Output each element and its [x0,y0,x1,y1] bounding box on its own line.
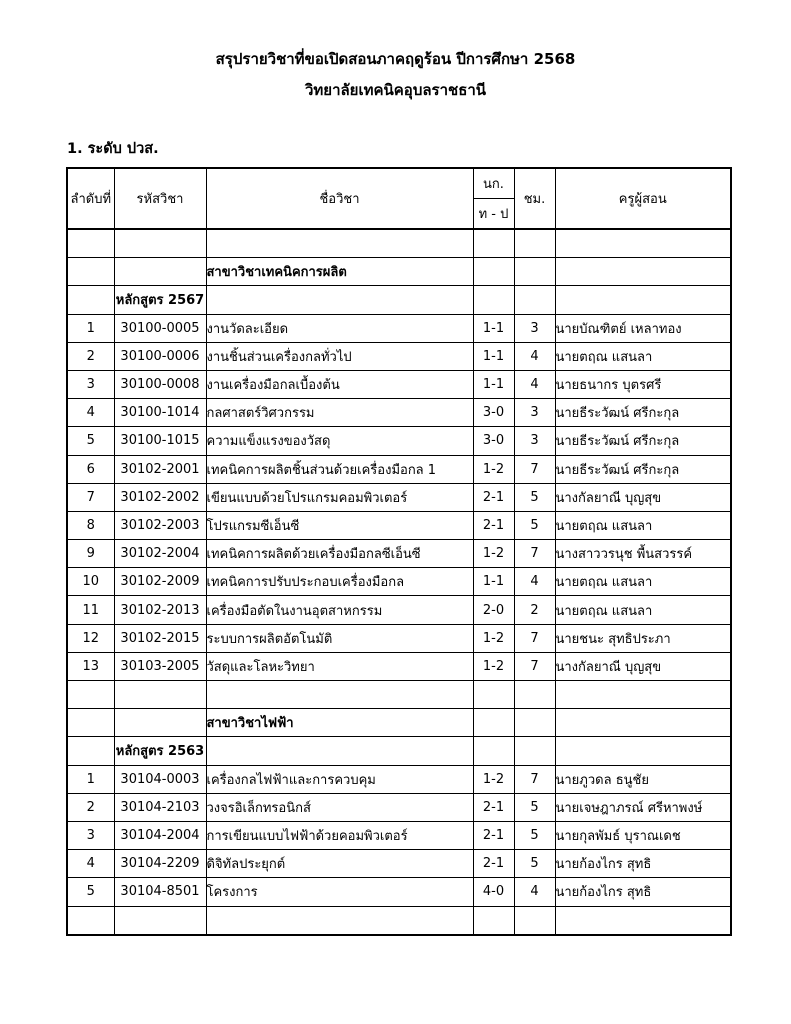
cell-hours: 7 [514,652,555,680]
cell-hours: 5 [514,483,555,511]
cell-no: 5 [67,878,114,906]
header-hours: ชม. [514,168,555,229]
cell-name [206,906,473,935]
cell-name [206,681,473,709]
course-table-header [67,168,731,229]
cell-no [67,258,114,286]
table-row-blank [67,229,731,258]
cell-teacher: นายเจษฎาภรณ์ ศรีหาพงษ์ [555,793,731,821]
cell-teacher [555,737,731,765]
table-row-course [67,370,731,398]
table-row-course [67,568,731,596]
cell-teacher: นายภูวดล ธนูชัย [555,765,731,793]
cell-tp: 1-1 [473,314,514,342]
cell-name: โครงการ [206,878,473,906]
cell-teacher: นายตฤณ แสนลา [555,596,731,624]
cell-code: 30100-0005 [114,314,206,342]
table-row-blank [67,906,731,935]
cell-no: 10 [67,568,114,596]
cell-teacher: นายตฤณ แสนลา [555,342,731,370]
cell-tp: 1-2 [473,652,514,680]
cell-teacher [555,258,731,286]
cell-hours: 4 [514,878,555,906]
cell-code: 30102-2009 [114,568,206,596]
cell-code: 30102-2002 [114,483,206,511]
cell-no [67,286,114,314]
cell-hours: 4 [514,370,555,398]
cell-hours: 4 [514,568,555,596]
cell-name: เทคนิคการผลิตชิ้นส่วนด้วยเครื่องมือกล 1 [206,455,473,483]
cell-teacher [555,709,731,737]
cell-no: 8 [67,511,114,539]
cell-name: วงจรอิเล็กทรอนิกส์ [206,793,473,821]
cell-tp: 2-1 [473,483,514,511]
table-row-course [67,540,731,568]
table-row-blank [67,681,731,709]
cell-tp: 4-0 [473,878,514,906]
cell-name: เทคนิคการผลิตด้วยเครื่องมือกลซีเอ็นซี [206,540,473,568]
document-subtitle: วิทยาลัยเทคนิคอุบลราชธานี [304,81,487,99]
cell-code [114,229,206,258]
cell-tp: 1-1 [473,568,514,596]
table-row-course [67,596,731,624]
cell-tp: 2-1 [473,511,514,539]
cell-hours: 4 [514,342,555,370]
cell-teacher [555,286,731,314]
table-row-course [67,483,731,511]
cell-hours: 5 [514,821,555,849]
cell-tp [473,258,514,286]
cell-code: 30104-0003 [114,765,206,793]
table-row-course [67,821,731,849]
cell-teacher: นางกัลยาณี บุญสุข [555,652,731,680]
cell-tp: 1-2 [473,765,514,793]
table-row-department [67,258,731,286]
cell-tp: 1-2 [473,540,514,568]
cell-teacher: นายก้องไกร สุทธิ [555,878,731,906]
cell-tp [473,286,514,314]
cell-code: 30104-8501 [114,878,206,906]
cell-teacher [555,229,731,258]
cell-no: 6 [67,455,114,483]
cell-code: หลักสูตร 2567 [114,286,206,314]
cell-name: วัสดุและโลหะวิทยา [206,652,473,680]
header-row-top [67,168,731,199]
cell-no: 7 [67,483,114,511]
cell-name: งานชิ้นส่วนเครื่องกลทั่วไป [206,342,473,370]
cell-hours: 7 [514,540,555,568]
cell-code: 30100-0006 [114,342,206,370]
cell-teacher: นายตฤณ แสนลา [555,511,731,539]
cell-name: ดิจิทัลประยุกต์ [206,850,473,878]
table-row-curriculum [67,737,731,765]
cell-code: 30100-1014 [114,399,206,427]
cell-hours [514,737,555,765]
cell-teacher: นางสาววรนุช พื้นสวรรค์ [555,540,731,568]
cell-no: 9 [67,540,114,568]
cell-hours: 7 [514,624,555,652]
cell-hours [514,258,555,286]
cell-name [206,229,473,258]
cell-code: 30104-2004 [114,821,206,849]
cell-name: สาขาวิชาเทคนิคการผลิต [206,258,473,286]
cell-no [67,906,114,935]
header-credits: นก. [473,168,514,199]
cell-code [114,709,206,737]
cell-teacher: นายก้องไกร สุทธิ [555,850,731,878]
cell-no: 2 [67,793,114,821]
cell-hours: 2 [514,596,555,624]
cell-hours [514,709,555,737]
cell-teacher: นายธีระวัฒน์ ศรีกะกุล [555,427,731,455]
cell-hours [514,906,555,935]
cell-hours: 7 [514,765,555,793]
table-row-course [67,399,731,427]
cell-no: 1 [67,765,114,793]
cell-no: 4 [67,399,114,427]
table-row-course [67,511,731,539]
cell-hours: 3 [514,314,555,342]
table-row-course [67,765,731,793]
header-name: ชื่อวิชา [206,168,473,229]
table-row-course [67,652,731,680]
table-row-department [67,709,731,737]
cell-code: 30102-2003 [114,511,206,539]
cell-name: การเขียนแบบไฟฟ้าด้วยคอมพิวเตอร์ [206,821,473,849]
cell-hours: 3 [514,399,555,427]
cell-name: งานวัดละเอียด [206,314,473,342]
cell-name: ความแข็งแรงของวัสดุ [206,427,473,455]
cell-name [206,286,473,314]
course-table-body [67,229,731,935]
cell-hours: 3 [514,427,555,455]
cell-teacher: นายตฤณ แสนลา [555,568,731,596]
cell-no: 3 [67,370,114,398]
cell-tp: 1-2 [473,455,514,483]
cell-tp [473,737,514,765]
cell-no: 11 [67,596,114,624]
cell-tp: 2-1 [473,850,514,878]
cell-teacher: นางกัลยาณี บุญสุข [555,483,731,511]
cell-tp [473,681,514,709]
cell-name: สาขาวิชาไฟฟ้า [206,709,473,737]
cell-code: 30100-0008 [114,370,206,398]
cell-no [67,737,114,765]
cell-teacher: นายกุลพัมธ์ บุราณเดช [555,821,731,849]
cell-no: 13 [67,652,114,680]
cell-code: 30104-2209 [114,850,206,878]
course-table [66,167,732,936]
cell-tp: 3-0 [473,399,514,427]
section-label: 1. ระดับ ปวส. [67,141,159,157]
cell-teacher: นายธนากร บุตรศรี [555,370,731,398]
cell-tp: 1-2 [473,624,514,652]
table-row-course [67,314,731,342]
table-row-course [67,342,731,370]
cell-tp: 2-0 [473,596,514,624]
cell-code [114,258,206,286]
cell-tp: 1-1 [473,370,514,398]
table-row-course [67,850,731,878]
cell-teacher: นายธีระวัฒน์ ศรีกะกุล [555,455,731,483]
header-no: ลำดับที่ [67,168,114,229]
cell-name [206,737,473,765]
cell-tp [473,229,514,258]
table-row-course [67,455,731,483]
table-row-course [67,427,731,455]
cell-hours: 5 [514,511,555,539]
cell-code: 30104-2103 [114,793,206,821]
cell-hours: 5 [514,793,555,821]
cell-no: 3 [67,821,114,849]
header-theory-practice: ท - ป [473,199,514,230]
cell-code: 30102-2013 [114,596,206,624]
cell-no: 4 [67,850,114,878]
cell-teacher: นายบัณฑิตย์ เหลาทอง [555,314,731,342]
cell-code [114,906,206,935]
cell-no: 1 [67,314,114,342]
cell-no: 12 [67,624,114,652]
cell-code: 30102-2001 [114,455,206,483]
cell-name: เทคนิคการปรับประกอบเครื่องมือกล [206,568,473,596]
cell-name: งานเครื่องมือกลเบื้องต้น [206,370,473,398]
table-row-course [67,624,731,652]
cell-code: 30100-1015 [114,427,206,455]
cell-no [67,681,114,709]
header-teacher: ครูผู้สอน [555,168,731,229]
cell-no [67,709,114,737]
cell-name: เครื่องกลไฟฟ้าและการควบคุม [206,765,473,793]
cell-code: 30103-2005 [114,652,206,680]
table-row-course [67,878,731,906]
cell-tp: 2-1 [473,793,514,821]
cell-tp: 2-1 [473,821,514,849]
cell-tp: 3-0 [473,427,514,455]
cell-hours: 5 [514,850,555,878]
cell-tp: 1-1 [473,342,514,370]
cell-name: เขียนแบบด้วยโปรแกรมคอมพิวเตอร์ [206,483,473,511]
cell-hours [514,286,555,314]
cell-tp [473,906,514,935]
cell-code: หลักสูตร 2563 [114,737,206,765]
cell-hours: 7 [514,455,555,483]
table-row-curriculum [67,286,731,314]
cell-no: 2 [67,342,114,370]
cell-code [114,681,206,709]
cell-name: ระบบการผลิตอัตโนมัติ [206,624,473,652]
cell-hours [514,229,555,258]
table-row-course [67,793,731,821]
cell-name: กลศาสตร์วิศวกรรม [206,399,473,427]
cell-no: 5 [67,427,114,455]
cell-teacher [555,906,731,935]
cell-tp [473,709,514,737]
cell-teacher: นายธีระวัฒน์ ศรีกะกุล [555,399,731,427]
cell-no [67,229,114,258]
cell-name: โปรแกรมซีเอ็นซี [206,511,473,539]
header-code: รหัสวิชา [114,168,206,229]
cell-teacher: นายชนะ สุทธิประภา [555,624,731,652]
cell-code: 30102-2015 [114,624,206,652]
cell-hours [514,681,555,709]
cell-code: 30102-2004 [114,540,206,568]
document-title: สรุปรายวิชาที่ขอเปิดสอนภาคฤดูร้อน ปีการศึกษา 2568 [215,50,576,68]
cell-teacher [555,681,731,709]
cell-name: เครื่องมือตัดในงานอุตสาหกรรม [206,596,473,624]
